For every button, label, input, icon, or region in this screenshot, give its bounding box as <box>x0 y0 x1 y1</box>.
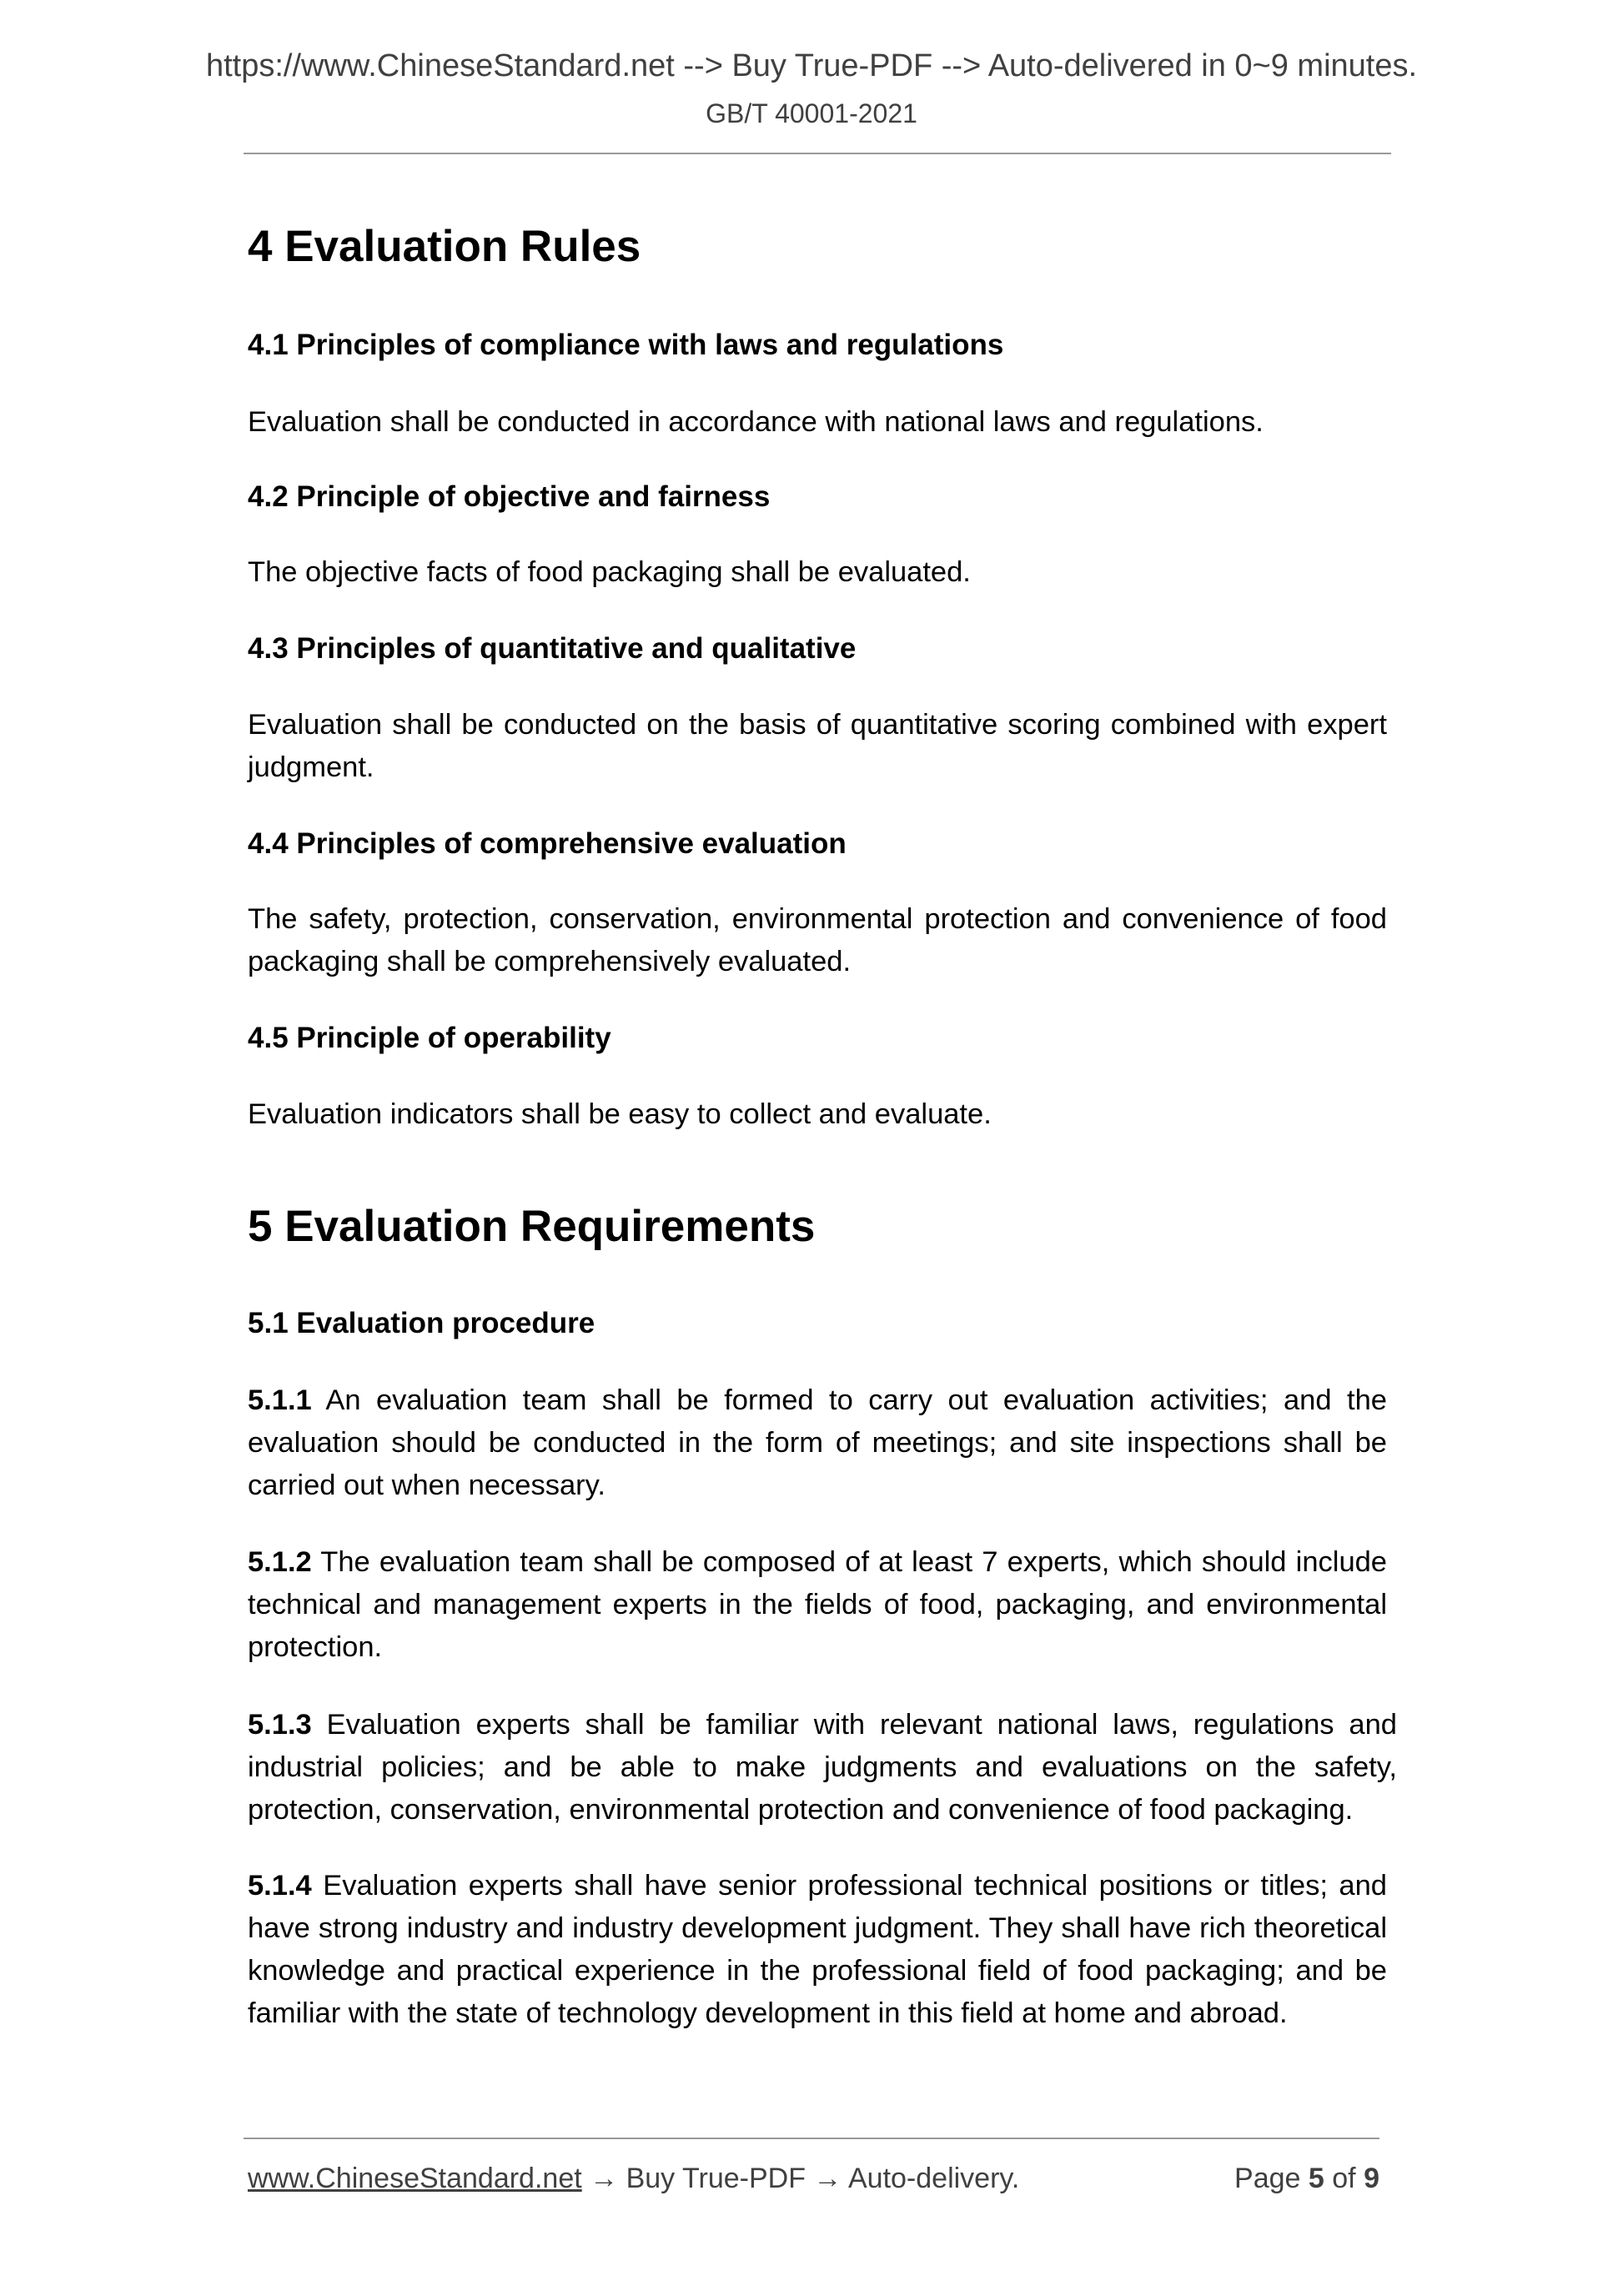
header-banner: https://www.ChineseStandard.net --> Buy True-PDF --> Auto-delivered in 0~9 minutes. <box>205 48 1418 83</box>
section-4-3-heading: 4.3 Principles of quantitative and qualitative <box>248 632 857 665</box>
clause-5-1-1 <box>248 1379 1387 1507</box>
footer-left <box>248 2160 1019 2197</box>
section-4-5-text: Evaluation indicators shall be easy to collect and evaluate. <box>248 1098 992 1130</box>
clause-text: Evaluation experts shall be familiar with relevant national laws, regulations and industrial policies; and be able to make judgments and evaluations on the safety, protection, conservation, environmental protection and convenience of food packaging. <box>248 1709 1397 1826</box>
section-4-heading: 4 Evaluation Rules <box>248 222 641 271</box>
section-4-5-heading: 4.5 Principle of operability <box>248 1022 611 1054</box>
clause-text: The evaluation team shall be composed of at least 7 experts, which should include technical and management experts in the fields of food, packaging, and environmental protection. <box>248 1546 1387 1663</box>
section-4-1-text: Evaluation shall be conducted in accordance with national laws and regulations. <box>248 406 1264 438</box>
of-label: of <box>1332 2163 1356 2194</box>
section-5-1-heading: 5.1 Evaluation procedure <box>248 1307 595 1339</box>
clause-text: Evaluation experts shall have senior professional technical positions or titles; and have strong industry and industry development judgment. They shall have rich theoretical knowledge and practical experience in the professional field of food packaging; and be familiar with the state of technology development in this field at home and abroad. <box>248 1870 1387 2029</box>
header-divider <box>244 153 1391 154</box>
section-4-2-heading: 4.2 Principle of objective and fairness <box>248 480 771 513</box>
clause-number: 5.1.1 <box>248 1384 312 1416</box>
section-4-2-text: The objective facts of food packaging shall be evaluated. <box>248 556 971 588</box>
clause-5-1-2 <box>248 1541 1387 1669</box>
section-4-3-text: Evaluation shall be conducted on the basis of quantitative scoring combined with expert judgment. <box>248 709 1387 783</box>
clause-text: An evaluation team shall be formed to carry out evaluation activities; and the evaluation should be conducted in the form of meetings; and site inspections shall be carried out when necessary. <box>248 1384 1387 1501</box>
clause-number: 5.1.2 <box>248 1546 312 1578</box>
footer-divider <box>244 2138 1379 2139</box>
page-total: 9 <box>1364 2163 1379 2194</box>
standard-code: GB/T 40001-2021 <box>706 98 917 128</box>
clause-5-1-4 <box>248 1865 1387 2035</box>
section-4-1-heading: 4.1 Principles of compliance with laws and regulations <box>248 329 1004 361</box>
footer-site-link[interactable]: www.ChineseStandard.net <box>248 2163 582 2194</box>
footer-tagline: → Buy True-PDF → Auto-delivery. <box>581 2163 1020 2194</box>
page-current: 5 <box>1308 2163 1324 2194</box>
section-5-heading: 5 Evaluation Requirements <box>248 1202 816 1251</box>
page-label: Page <box>1234 2163 1301 2194</box>
clause-number: 5.1.4 <box>248 1870 312 1902</box>
section-4-4-heading: 4.4 Principles of comprehensive evaluation <box>248 827 847 860</box>
clause-5-1-3 <box>248 1704 1397 1831</box>
clause-number: 5.1.3 <box>248 1709 312 1741</box>
page-indicator <box>1201 2160 1379 2197</box>
section-4-4-text: The safety, protection, conservation, environmental protection and convenience of food packaging shall be comprehensively evaluated. <box>248 903 1387 977</box>
